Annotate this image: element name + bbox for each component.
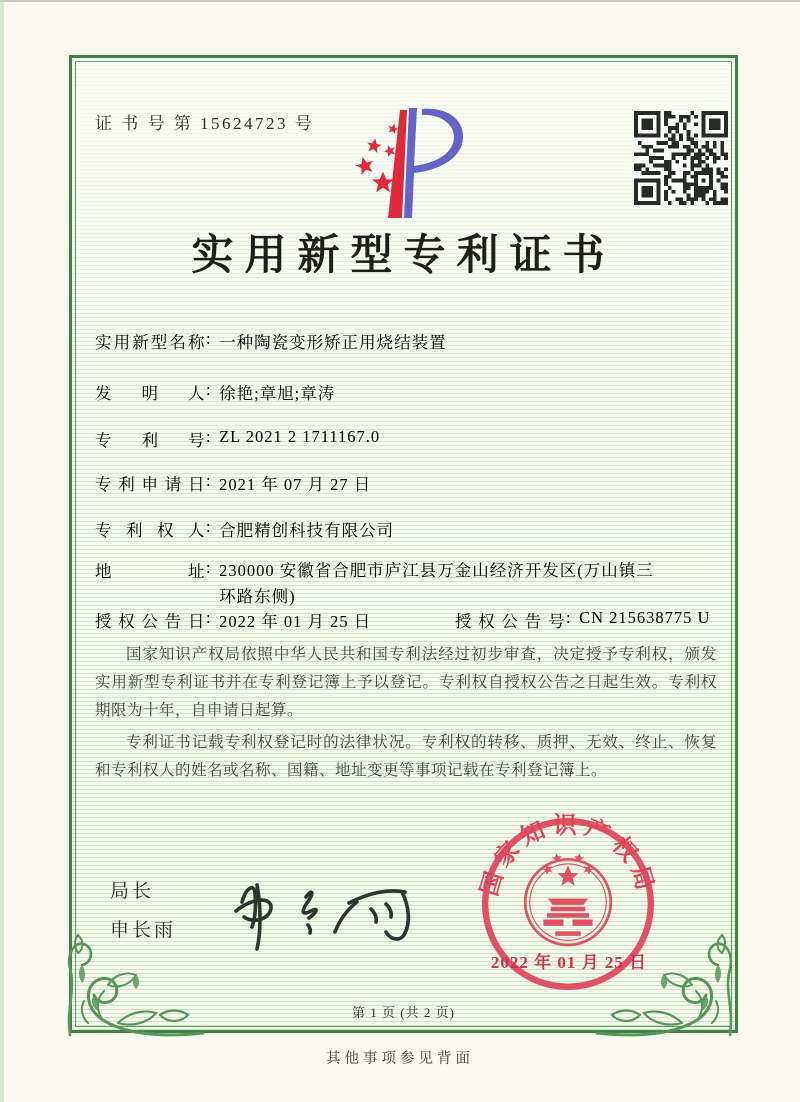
seal-text: 国家知识产权局 — [477, 813, 659, 900]
field-colon: : — [206, 517, 212, 536]
field-colon: : — [206, 329, 212, 348]
page-number: 第 1 页 (共 2 页) — [352, 1005, 455, 1020]
field-label-grant-number: 授权公告号 — [455, 612, 565, 631]
field-value-filing-date: 2021 年 07 月 27 日 — [219, 475, 372, 494]
field-colon: : — [206, 380, 212, 399]
cnipa-logo-icon — [338, 106, 470, 224]
field-colon: : — [206, 427, 212, 446]
field-row-inventor — [95, 380, 335, 404]
field-row-patent-number — [95, 427, 380, 451]
field-label-address: 地址 — [95, 562, 205, 581]
seal-national-emblem — [525, 852, 611, 945]
field-value-grant-date: 2022 年 01 月 25 日 — [219, 612, 372, 631]
certificate-title: 实用新型专利证书 — [191, 233, 616, 279]
certificate-number: 证 书 号 第 15624723 号 — [95, 114, 315, 133]
back-side-note: 其他事项参见背面 — [326, 1051, 474, 1067]
field-colon: : — [206, 558, 212, 577]
director-name: 申长雨 — [110, 920, 177, 941]
field-label-inventor: 发明人 — [95, 384, 205, 403]
field-label-patentee: 专利权人 — [95, 521, 205, 540]
field-value-patent-number: ZL 2021 2 1711167.0 — [219, 427, 381, 446]
field-label-filing-date: 专利申请日 — [95, 475, 205, 494]
field-colon: : — [206, 471, 212, 490]
field-value-address: 230000 安徽省合肥市庐江县万金山经济开发区(万山镇三环路东侧) — [219, 561, 654, 606]
seal-date: 2022 年 01 月 25 日 — [490, 953, 648, 972]
field-value-inventor: 徐艳;章旭;章涛 — [219, 384, 336, 403]
field-value-grant-number: CN 215638775 U — [579, 608, 711, 627]
field-label-name: 实用新型名称 — [95, 333, 205, 352]
field-colon: : — [206, 608, 212, 627]
field-row-address — [95, 558, 671, 609]
field-colon: : — [566, 608, 572, 627]
field-value-patentee: 合肥精创科技有限公司 — [219, 521, 395, 540]
field-label-grant-date: 授权公告日 — [95, 612, 205, 631]
scan-edge-artifact — [0, 0, 4, 1102]
legal-text-block — [95, 641, 717, 788]
field-row-grant — [95, 608, 711, 632]
director-title: 局长 — [110, 881, 155, 902]
legal-paragraph-1: 国家知识产权局依照中华人民共和国专利法经过初步审查，决定授予专利权，颁发实用新型专利证书并在专利登记簿上予以登记。专利权自授权公告之日起生效。专利权期限为十年，自申请日起算。 — [95, 646, 717, 719]
field-label-patent-number: 专利号 — [95, 431, 205, 450]
field-pair-grant-number — [455, 608, 710, 632]
field-row-filing-date — [95, 471, 371, 495]
field-row-name — [95, 329, 447, 353]
qr-code — [634, 111, 728, 205]
legal-paragraph-2: 专利证书记载专利权登记时的法律状况。专利权的转移、质押、无效、终止、恢复和专利权人的姓名或名称、国籍、地址变更等事项记载在专利登记簿上。 — [95, 733, 717, 779]
svg-text:国家知识产权局 — [477, 813, 659, 899]
field-value-name: 一种陶瓷变形矫正用烧结装置 — [219, 333, 447, 352]
director-signature — [213, 846, 441, 961]
field-row-patentee — [95, 517, 394, 541]
